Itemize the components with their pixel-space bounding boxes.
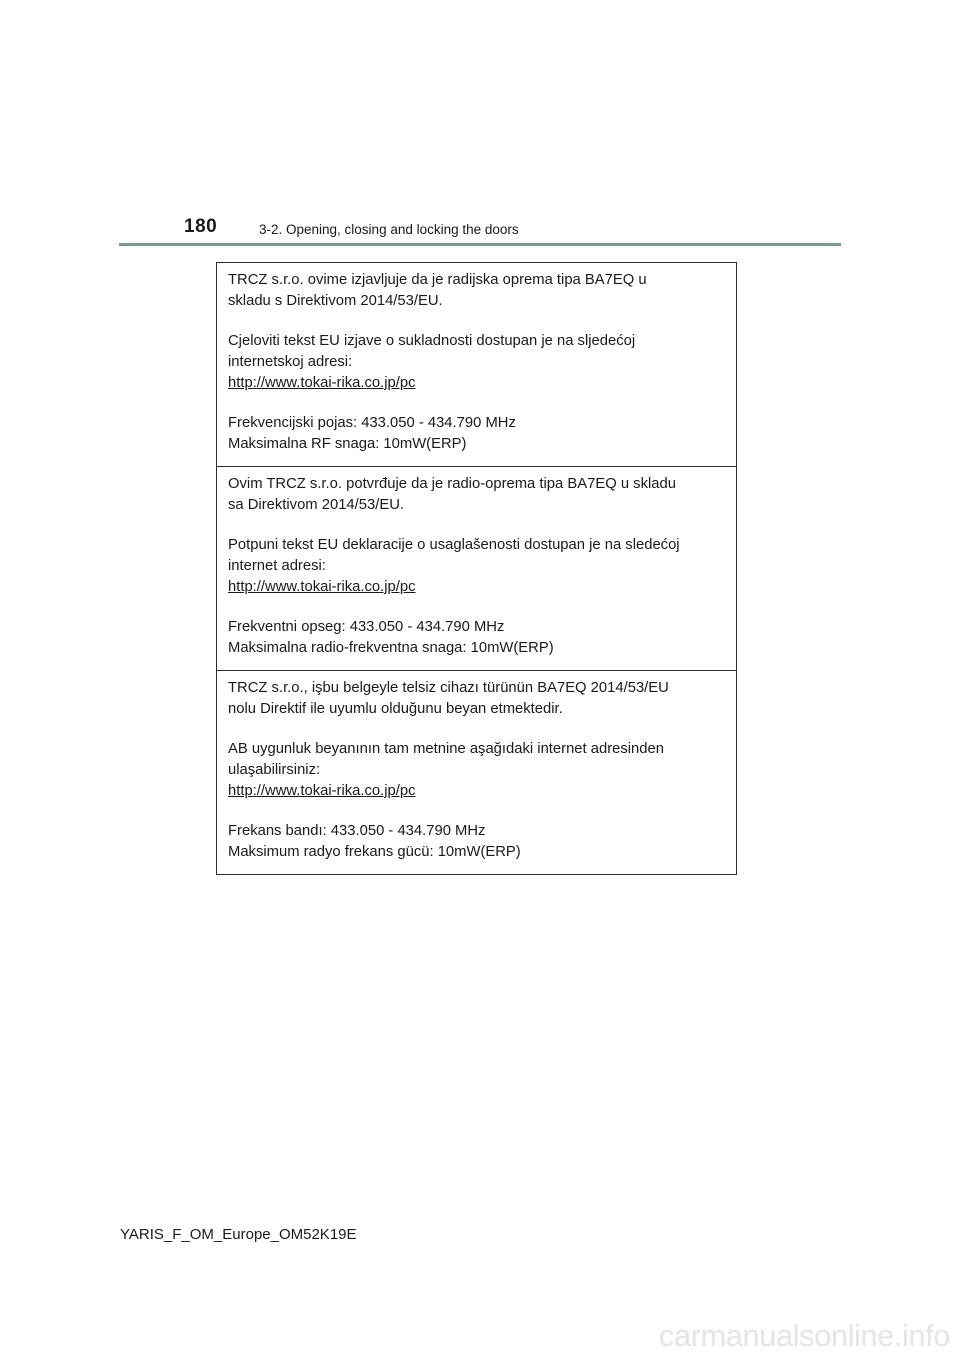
- availability-text: [228, 331, 724, 394]
- frequency-band: Frekans bandı: 433.050 - 434.790 MHz: [228, 823, 486, 839]
- declaration-line: Ovim TRCZ s.r.o. potvrđuje da je radio-oprema tipa BA7EQ u skladu: [228, 476, 676, 492]
- availability-line: ulaşabilirsiniz:: [228, 762, 321, 778]
- declaration-line: TRCZ s.r.o. ovime izjavljuje da je radijska oprema tipa BA7EQ u: [228, 272, 647, 288]
- declaration-text: [228, 474, 724, 516]
- max-power: Maksimalna radio-frekventna snaga: 10mW(ERP): [228, 640, 554, 656]
- declaration-text: [228, 678, 724, 720]
- declaration-line: sa Direktivom 2014/53/EU.: [228, 497, 404, 513]
- availability-line: AB uygunluk beyanının tam metnine aşağıdaki internet adresinden: [228, 741, 664, 757]
- availability-text: [228, 739, 724, 802]
- max-power: Maksimum radyo frekans gücü: 10mW(ERP): [228, 844, 521, 860]
- max-power: Maksimalna RF snaga: 10mW(ERP): [228, 436, 467, 452]
- declaration-line: skladu s Direktivom 2014/53/EU.: [228, 293, 443, 309]
- notice-block-turkish: [217, 670, 736, 874]
- availability-line: internet adresi:: [228, 558, 326, 574]
- radio-specs: [228, 413, 724, 455]
- declaration-line: nolu Direktif ile uyumlu olduğunu beyan etmektedir.: [228, 701, 563, 717]
- frequency-band: Frekventni opseg: 433.050 - 434.790 MHz: [228, 619, 505, 635]
- section-title: 3-2. Opening, closing and locking the doors: [259, 222, 519, 237]
- frequency-band: Frekvencijski pojas: 433.050 - 434.790 MHz: [228, 415, 516, 431]
- radio-specs: [228, 617, 724, 659]
- radio-specs: [228, 821, 724, 863]
- document-code: YARIS_F_OM_Europe_OM52K19E: [120, 1226, 357, 1243]
- declaration-line: TRCZ s.r.o., işbu belgeyle telsiz cihazı türünün BA7EQ 2014/53/EU: [228, 680, 669, 696]
- header-divider: [119, 243, 841, 246]
- declaration-url-link[interactable]: http://www.tokai-rika.co.jp/pc: [228, 579, 416, 595]
- availability-line: Potpuni tekst EU deklaracije o usaglašenosti dostupan je na sledećoj: [228, 537, 680, 553]
- declaration-text: [228, 270, 724, 312]
- declaration-url-link[interactable]: http://www.tokai-rika.co.jp/pc: [228, 375, 416, 391]
- declaration-url-link[interactable]: http://www.tokai-rika.co.jp/pc: [228, 783, 416, 799]
- availability-line: Cjeloviti tekst EU izjave o sukladnosti dostupan je na sljedećoj: [228, 333, 636, 349]
- site-watermark: carmanualsonline.info: [658, 1318, 950, 1353]
- page-number: 180: [184, 216, 218, 237]
- regulatory-notice-table: [216, 262, 737, 875]
- notice-block-croatian: [217, 263, 736, 466]
- notice-block-serbian: [217, 466, 736, 670]
- availability-line: internetskoj adresi:: [228, 354, 353, 370]
- availability-text: [228, 535, 724, 598]
